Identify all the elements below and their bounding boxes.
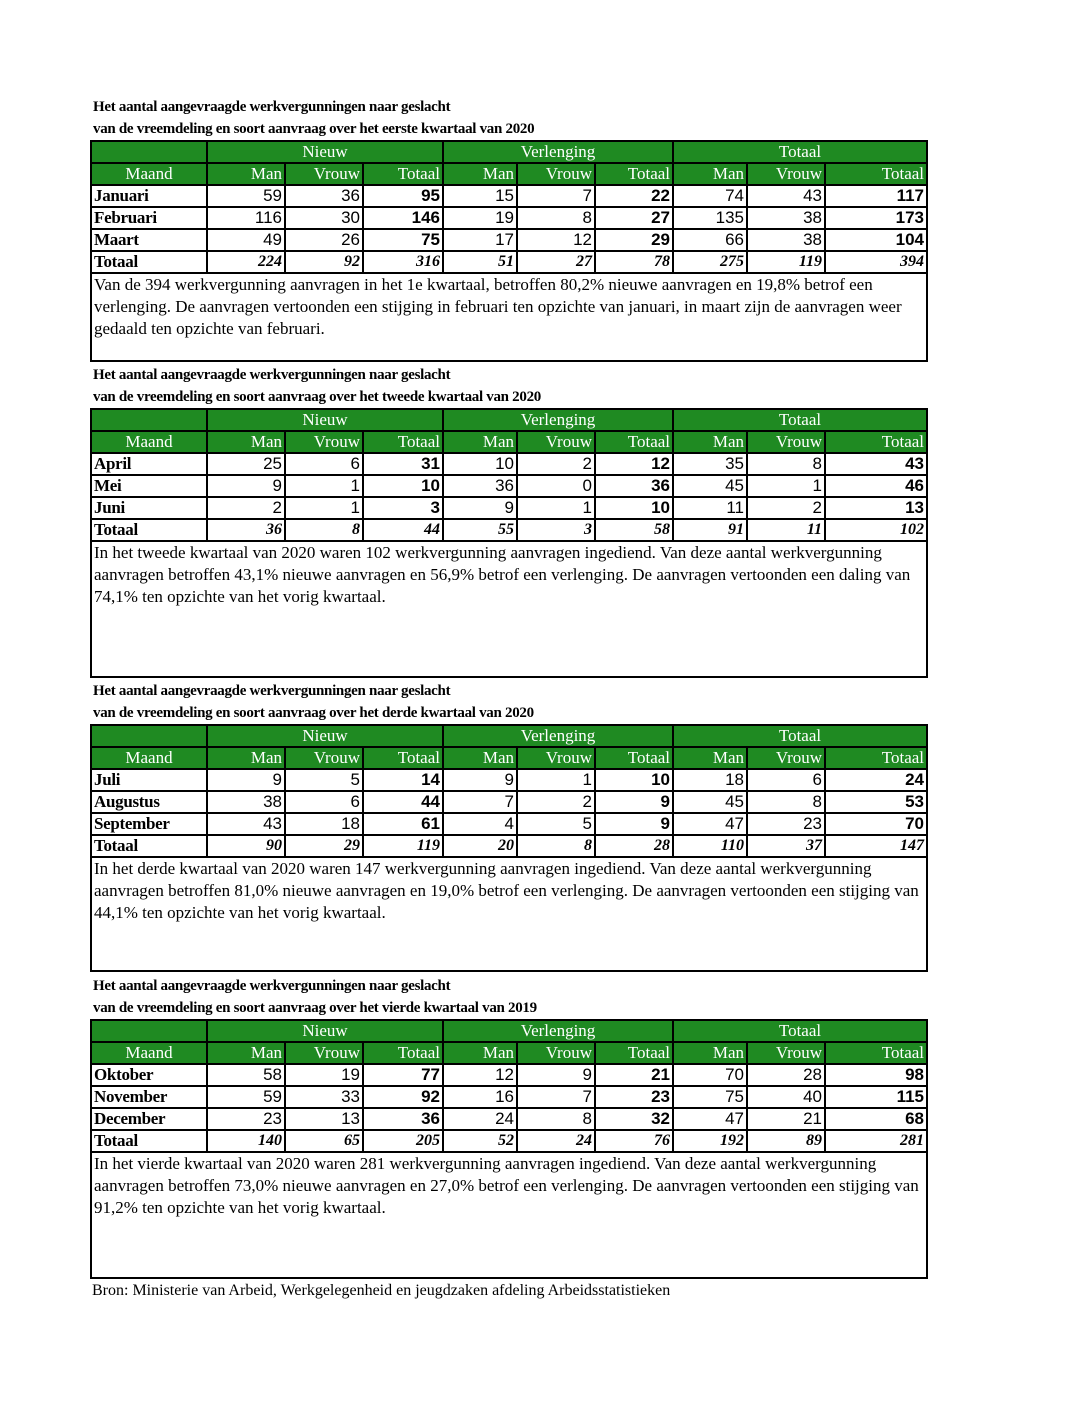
total-row xyxy=(91,1130,927,1152)
sub-header: Totaal xyxy=(363,747,443,769)
group-header: Verlenging xyxy=(443,409,673,431)
value-cell: 9 xyxy=(595,791,673,813)
sub-header: Vrouw xyxy=(747,747,825,769)
total-row xyxy=(91,519,927,541)
maand-header: Maand xyxy=(91,163,207,185)
total-cell: 140 xyxy=(207,1130,285,1152)
sub-header: Man xyxy=(207,1042,285,1064)
note-row xyxy=(91,857,927,971)
month-label: Maart xyxy=(91,229,207,251)
sub-header: Totaal xyxy=(595,747,673,769)
table-row xyxy=(91,229,927,251)
total-cell: 65 xyxy=(285,1130,363,1152)
value-cell: 146 xyxy=(363,207,443,229)
table-row xyxy=(91,1086,927,1108)
total-cell: 316 xyxy=(363,251,443,273)
table-row xyxy=(91,1064,927,1086)
value-cell: 33 xyxy=(285,1086,363,1108)
sub-header: Vrouw xyxy=(285,163,363,185)
total-row xyxy=(91,251,927,273)
value-cell: 12 xyxy=(595,453,673,475)
group-header: Verlenging xyxy=(443,1020,673,1042)
group-header: Nieuw xyxy=(207,1020,443,1042)
value-cell: 27 xyxy=(595,207,673,229)
value-cell: 59 xyxy=(207,1086,285,1108)
value-cell: 7 xyxy=(443,791,517,813)
value-cell: 66 xyxy=(673,229,747,251)
total-label: Totaal xyxy=(91,1130,207,1152)
total-cell: 119 xyxy=(363,835,443,857)
value-cell: 19 xyxy=(443,207,517,229)
sub-header: Totaal xyxy=(825,1042,927,1064)
section-title: Het aantal aangevraagde werkvergunningen naar geslacht xyxy=(93,367,451,383)
table-row xyxy=(91,791,927,813)
total-cell: 11 xyxy=(747,519,825,541)
sub-header: Man xyxy=(673,431,747,453)
total-cell: 8 xyxy=(517,835,595,857)
value-cell: 1 xyxy=(285,475,363,497)
sub-header-row xyxy=(91,1042,927,1064)
value-cell: 2 xyxy=(517,791,595,813)
value-cell: 19 xyxy=(285,1064,363,1086)
total-row xyxy=(91,835,927,857)
total-cell: 24 xyxy=(517,1130,595,1152)
group-header: Totaal xyxy=(673,141,927,163)
total-cell: 78 xyxy=(595,251,673,273)
group-header: Nieuw xyxy=(207,409,443,431)
value-cell: 28 xyxy=(747,1064,825,1086)
permits-table xyxy=(90,1019,928,1279)
total-cell: 90 xyxy=(207,835,285,857)
group-header-row xyxy=(91,725,927,747)
total-cell: 51 xyxy=(443,251,517,273)
value-cell: 5 xyxy=(285,769,363,791)
total-cell: 102 xyxy=(825,519,927,541)
sub-header-row xyxy=(91,747,927,769)
group-header: Nieuw xyxy=(207,725,443,747)
value-cell: 5 xyxy=(517,813,595,835)
total-cell: 91 xyxy=(673,519,747,541)
section-note: Van de 394 werkvergunning aanvragen in het 1e kwartaal, betroffen 80,2% nieuwe aanvragen en 19,8% betrof een verlenging. De aanvragen vertoonden een stijging in februari ten opzichte van januari, in maart zijn de aanvragen weer gedaald ten opzichte van februari. xyxy=(91,273,927,361)
total-cell: 3 xyxy=(517,519,595,541)
value-cell: 7 xyxy=(517,185,595,207)
value-cell: 92 xyxy=(363,1086,443,1108)
value-cell: 116 xyxy=(207,207,285,229)
sub-header: Man xyxy=(443,747,517,769)
sub-header: Totaal xyxy=(363,163,443,185)
sub-header: Man xyxy=(443,431,517,453)
value-cell: 35 xyxy=(673,453,747,475)
value-cell: 22 xyxy=(595,185,673,207)
sub-header: Totaal xyxy=(825,163,927,185)
total-cell: 37 xyxy=(747,835,825,857)
note-row xyxy=(91,1152,927,1278)
sub-header: Vrouw xyxy=(747,163,825,185)
sub-header-row xyxy=(91,431,927,453)
total-cell: 36 xyxy=(207,519,285,541)
sub-header: Man xyxy=(673,163,747,185)
sub-header: Vrouw xyxy=(517,431,595,453)
value-cell: 104 xyxy=(825,229,927,251)
total-cell: 55 xyxy=(443,519,517,541)
total-cell: 89 xyxy=(747,1130,825,1152)
value-cell: 6 xyxy=(747,769,825,791)
sub-header: Man xyxy=(443,163,517,185)
month-label: Mei xyxy=(91,475,207,497)
value-cell: 45 xyxy=(673,791,747,813)
sub-header: Totaal xyxy=(363,431,443,453)
total-label: Totaal xyxy=(91,519,207,541)
total-cell: 20 xyxy=(443,835,517,857)
value-cell: 30 xyxy=(285,207,363,229)
permits-table xyxy=(90,724,928,972)
total-cell: 44 xyxy=(363,519,443,541)
value-cell: 9 xyxy=(595,813,673,835)
value-cell: 24 xyxy=(825,769,927,791)
month-label: Oktober xyxy=(91,1064,207,1086)
header-blank-cell xyxy=(91,141,207,163)
value-cell: 53 xyxy=(825,791,927,813)
value-cell: 75 xyxy=(673,1086,747,1108)
value-cell: 1 xyxy=(285,497,363,519)
value-cell: 25 xyxy=(207,453,285,475)
total-cell: 8 xyxy=(285,519,363,541)
total-cell: 205 xyxy=(363,1130,443,1152)
group-header: Verlenging xyxy=(443,725,673,747)
value-cell: 24 xyxy=(443,1108,517,1130)
table-row xyxy=(91,769,927,791)
value-cell: 9 xyxy=(443,497,517,519)
sub-header: Vrouw xyxy=(747,431,825,453)
maand-header: Maand xyxy=(91,1042,207,1064)
table-row xyxy=(91,1108,927,1130)
value-cell: 31 xyxy=(363,453,443,475)
quarter-section xyxy=(90,975,926,1279)
value-cell: 36 xyxy=(363,1108,443,1130)
total-cell: 224 xyxy=(207,251,285,273)
value-cell: 13 xyxy=(285,1108,363,1130)
value-cell: 18 xyxy=(285,813,363,835)
group-header-row xyxy=(91,1020,927,1042)
value-cell: 8 xyxy=(517,207,595,229)
value-cell: 43 xyxy=(207,813,285,835)
month-label: Juli xyxy=(91,769,207,791)
value-cell: 74 xyxy=(673,185,747,207)
total-cell: 147 xyxy=(825,835,927,857)
value-cell: 47 xyxy=(673,1108,747,1130)
sub-header: Vrouw xyxy=(517,1042,595,1064)
value-cell: 1 xyxy=(517,497,595,519)
maand-header: Maand xyxy=(91,747,207,769)
month-label: April xyxy=(91,453,207,475)
value-cell: 8 xyxy=(747,453,825,475)
value-cell: 7 xyxy=(517,1086,595,1108)
value-cell: 12 xyxy=(443,1064,517,1086)
group-header-row xyxy=(91,409,927,431)
value-cell: 10 xyxy=(595,497,673,519)
total-cell: 92 xyxy=(285,251,363,273)
sub-header: Totaal xyxy=(595,163,673,185)
section-title: van de vreemdeling en soort aanvraag over het eerste kwartaal van 2020 xyxy=(93,121,535,137)
sub-header: Vrouw xyxy=(517,163,595,185)
value-cell: 98 xyxy=(825,1064,927,1086)
section-title: van de vreemdeling en soort aanvraag over het derde kwartaal van 2020 xyxy=(93,705,534,721)
permits-table xyxy=(90,140,928,362)
month-label: November xyxy=(91,1086,207,1108)
value-cell: 43 xyxy=(747,185,825,207)
value-cell: 49 xyxy=(207,229,285,251)
table-row xyxy=(91,497,927,519)
sub-header: Vrouw xyxy=(517,747,595,769)
value-cell: 1 xyxy=(517,769,595,791)
month-label: Augustus xyxy=(91,791,207,813)
value-cell: 36 xyxy=(285,185,363,207)
value-cell: 40 xyxy=(747,1086,825,1108)
sub-header-row xyxy=(91,163,927,185)
value-cell: 29 xyxy=(595,229,673,251)
value-cell: 9 xyxy=(207,769,285,791)
table-row xyxy=(91,475,927,497)
value-cell: 23 xyxy=(595,1086,673,1108)
group-header: Totaal xyxy=(673,409,927,431)
table-row xyxy=(91,207,927,229)
value-cell: 17 xyxy=(443,229,517,251)
sub-header: Man xyxy=(207,163,285,185)
group-header: Totaal xyxy=(673,725,927,747)
sub-header: Totaal xyxy=(595,431,673,453)
sub-header: Man xyxy=(207,431,285,453)
total-cell: 192 xyxy=(673,1130,747,1152)
value-cell: 59 xyxy=(207,185,285,207)
value-cell: 44 xyxy=(363,791,443,813)
maand-header: Maand xyxy=(91,431,207,453)
sub-header: Totaal xyxy=(825,747,927,769)
value-cell: 2 xyxy=(207,497,285,519)
value-cell: 8 xyxy=(747,791,825,813)
value-cell: 11 xyxy=(673,497,747,519)
total-cell: 281 xyxy=(825,1130,927,1152)
group-header-row xyxy=(91,141,927,163)
sub-header: Vrouw xyxy=(285,1042,363,1064)
section-title: Het aantal aangevraagde werkvergunningen naar geslacht xyxy=(93,978,451,994)
value-cell: 68 xyxy=(825,1108,927,1130)
value-cell: 16 xyxy=(443,1086,517,1108)
value-cell: 38 xyxy=(207,791,285,813)
value-cell: 70 xyxy=(825,813,927,835)
quarter-section xyxy=(90,680,926,972)
value-cell: 173 xyxy=(825,207,927,229)
table-row xyxy=(91,813,927,835)
note-row xyxy=(91,273,927,361)
value-cell: 15 xyxy=(443,185,517,207)
note-row xyxy=(91,541,927,677)
source-note: Bron: Ministerie van Arbeid, Werkgelegenheid en jeugdzaken afdeling Arbeidsstatistieken xyxy=(92,1282,671,1299)
value-cell: 46 xyxy=(825,475,927,497)
quarter-section xyxy=(90,96,926,362)
sub-header: Vrouw xyxy=(285,431,363,453)
sub-header: Totaal xyxy=(825,431,927,453)
month-label: Juni xyxy=(91,497,207,519)
table-row xyxy=(91,453,927,475)
value-cell: 135 xyxy=(673,207,747,229)
value-cell: 43 xyxy=(825,453,927,475)
value-cell: 32 xyxy=(595,1108,673,1130)
permits-table xyxy=(90,408,928,678)
value-cell: 6 xyxy=(285,791,363,813)
value-cell: 36 xyxy=(443,475,517,497)
section-note: In het tweede kwartaal van 2020 waren 102 werkvergunning aanvragen ingediend. Van deze aantal werkvergunning aanvragen betroffen 43,1% nieuwe aanvragen en 56,9% betrof een verlenging. De aanvragen vertoonden een daling van 74,1% ten opzichte van het vorig kwartaal. xyxy=(91,541,927,677)
value-cell: 21 xyxy=(595,1064,673,1086)
value-cell: 23 xyxy=(207,1108,285,1130)
header-blank-cell xyxy=(91,409,207,431)
value-cell: 36 xyxy=(595,475,673,497)
value-cell: 9 xyxy=(207,475,285,497)
month-label: September xyxy=(91,813,207,835)
total-cell: 119 xyxy=(747,251,825,273)
value-cell: 115 xyxy=(825,1086,927,1108)
value-cell: 4 xyxy=(443,813,517,835)
value-cell: 9 xyxy=(443,769,517,791)
value-cell: 38 xyxy=(747,207,825,229)
value-cell: 75 xyxy=(363,229,443,251)
value-cell: 95 xyxy=(363,185,443,207)
group-header: Nieuw xyxy=(207,141,443,163)
value-cell: 14 xyxy=(363,769,443,791)
sub-header: Man xyxy=(443,1042,517,1064)
total-cell: 28 xyxy=(595,835,673,857)
value-cell: 10 xyxy=(363,475,443,497)
total-cell: 275 xyxy=(673,251,747,273)
value-cell: 6 xyxy=(285,453,363,475)
table-row xyxy=(91,185,927,207)
total-cell: 29 xyxy=(285,835,363,857)
section-note: In het derde kwartaal van 2020 waren 147 werkvergunning aanvragen ingediend. Van deze aantal werkvergunning aanvragen betroffen 81,0% nieuwe aanvragen en 19,0% betrof een verlenging. De aanvragen vertoonden een stijging van 44,1% ten opzichte van het vorig kwartaal. xyxy=(91,857,927,971)
month-label: Februari xyxy=(91,207,207,229)
value-cell: 26 xyxy=(285,229,363,251)
total-cell: 394 xyxy=(825,251,927,273)
value-cell: 58 xyxy=(207,1064,285,1086)
sub-header: Vrouw xyxy=(747,1042,825,1064)
total-cell: 76 xyxy=(595,1130,673,1152)
sub-header: Totaal xyxy=(595,1042,673,1064)
sub-header: Totaal xyxy=(363,1042,443,1064)
group-header: Totaal xyxy=(673,1020,927,1042)
value-cell: 0 xyxy=(517,475,595,497)
value-cell: 18 xyxy=(673,769,747,791)
value-cell: 77 xyxy=(363,1064,443,1086)
value-cell: 1 xyxy=(747,475,825,497)
total-cell: 58 xyxy=(595,519,673,541)
sub-header: Man xyxy=(673,747,747,769)
sub-header: Vrouw xyxy=(285,747,363,769)
quarter-section xyxy=(90,364,926,678)
value-cell: 9 xyxy=(517,1064,595,1086)
header-blank-cell xyxy=(91,725,207,747)
value-cell: 10 xyxy=(595,769,673,791)
section-title: Het aantal aangevraagde werkvergunningen naar geslacht xyxy=(93,99,451,115)
value-cell: 13 xyxy=(825,497,927,519)
value-cell: 12 xyxy=(517,229,595,251)
month-label: Januari xyxy=(91,185,207,207)
value-cell: 38 xyxy=(747,229,825,251)
value-cell: 70 xyxy=(673,1064,747,1086)
value-cell: 117 xyxy=(825,185,927,207)
month-label: December xyxy=(91,1108,207,1130)
value-cell: 2 xyxy=(517,453,595,475)
total-cell: 110 xyxy=(673,835,747,857)
section-title: Het aantal aangevraagde werkvergunningen naar geslacht xyxy=(93,683,451,699)
value-cell: 21 xyxy=(747,1108,825,1130)
value-cell: 10 xyxy=(443,453,517,475)
value-cell: 45 xyxy=(673,475,747,497)
sub-header: Man xyxy=(207,747,285,769)
total-cell: 52 xyxy=(443,1130,517,1152)
header-blank-cell xyxy=(91,1020,207,1042)
section-title: van de vreemdeling en soort aanvraag over het vierde kwartaal van 2019 xyxy=(93,1000,537,1016)
value-cell: 3 xyxy=(363,497,443,519)
sub-header: Man xyxy=(673,1042,747,1064)
total-label: Totaal xyxy=(91,835,207,857)
value-cell: 47 xyxy=(673,813,747,835)
section-title: van de vreemdeling en soort aanvraag over het tweede kwartaal van 2020 xyxy=(93,389,541,405)
value-cell: 2 xyxy=(747,497,825,519)
value-cell: 8 xyxy=(517,1108,595,1130)
total-cell: 27 xyxy=(517,251,595,273)
value-cell: 61 xyxy=(363,813,443,835)
section-note: In het vierde kwartaal van 2020 waren 281 werkvergunning aanvragen ingediend. Van deze aantal werkvergunning aanvragen betroffen 73,0% nieuwe aanvragen en 27,0% betrof een verlenging. De aanvragen vertoonden een stijging van 91,2% ten opzichte van het vorig kwartaal. xyxy=(91,1152,927,1278)
group-header: Verlenging xyxy=(443,141,673,163)
value-cell: 23 xyxy=(747,813,825,835)
total-label: Totaal xyxy=(91,251,207,273)
